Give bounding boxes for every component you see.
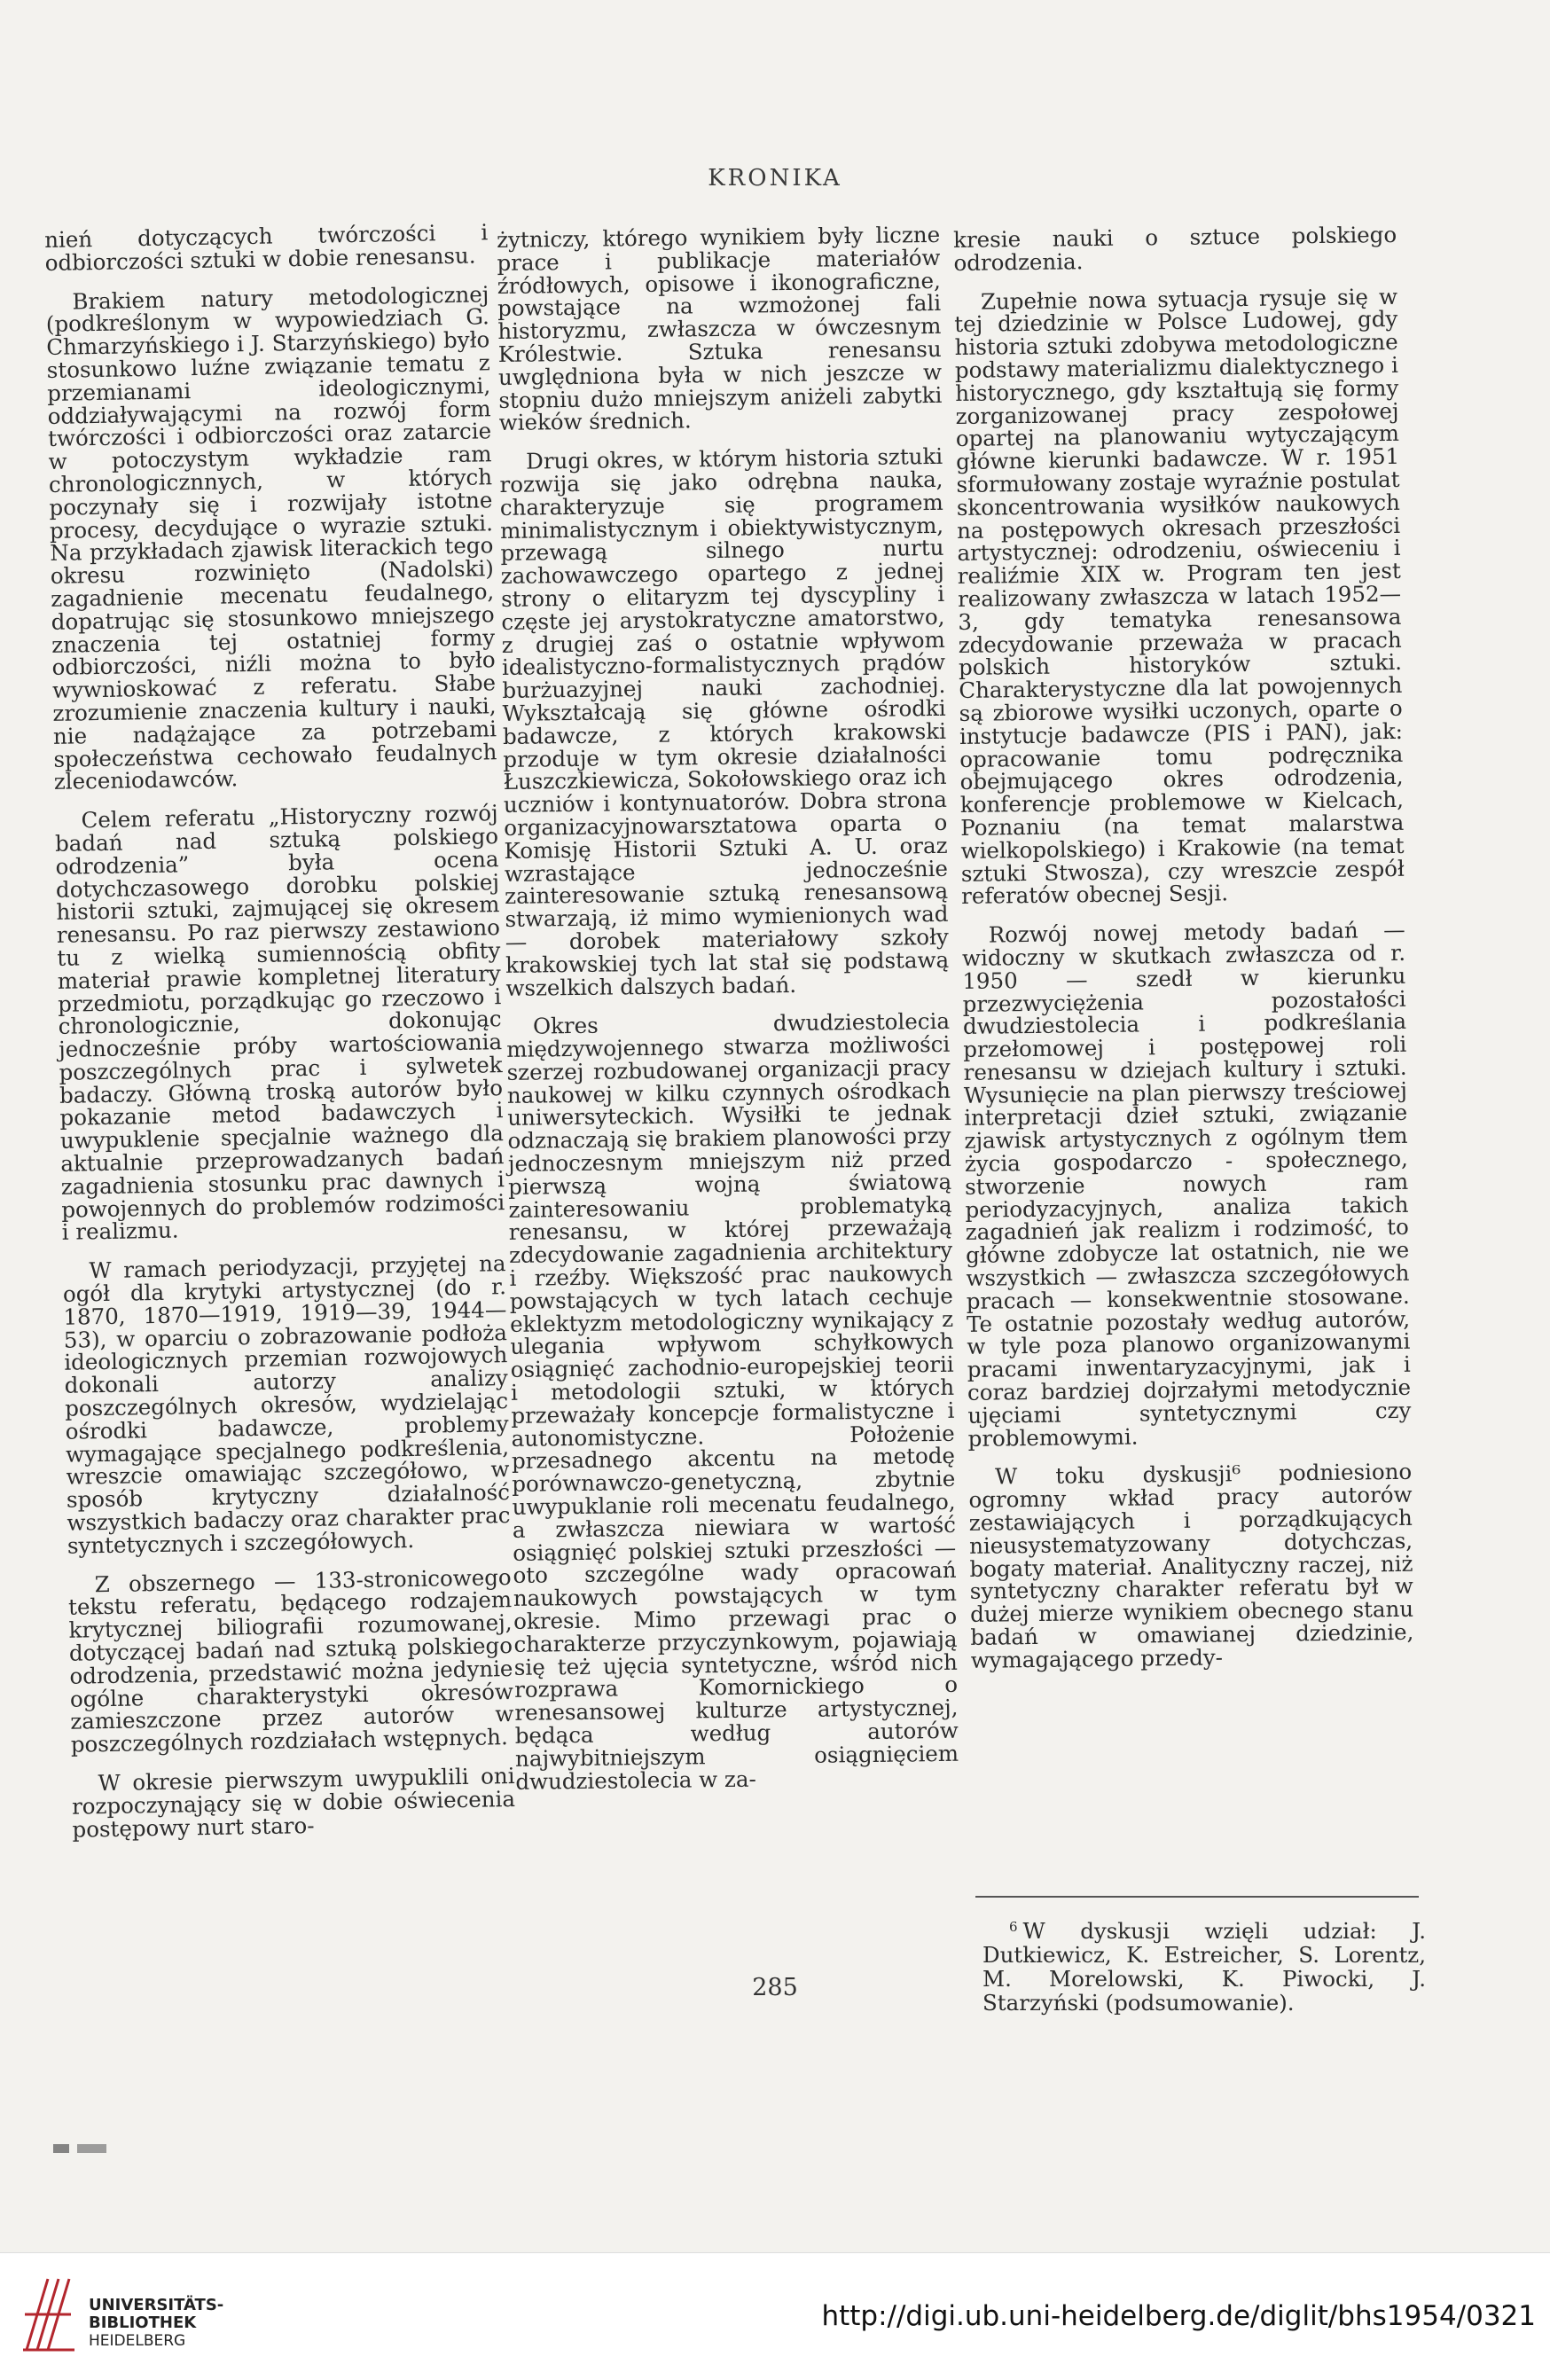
library-name-line-1: UNIVERSITÄTS- bbox=[89, 2296, 224, 2314]
paragraph: nień dotyczących twórczości i odbiorczości sztuki w dobie renesansu. bbox=[43, 219, 489, 276]
paragraph: W toku dyskusji⁶ podniesiono ogromny wkład pracy autorów zestawiających i porządkujących nieusystematyzowany dotychczas, bogaty materiał. Analityczny raczej, niż syntetyczny charakter referatu był w dużej mierze wynikiem obecnego stanu badań w omawianej dziedzinie, wymagającego przedy- bbox=[968, 1459, 1414, 1673]
source-url[interactable]: http://digi.ub.uni-heidelberg.de/diglit/bhs1954/0321 bbox=[821, 2300, 1536, 2332]
footnote-text: W dyskusji wzięli udział: J. Dutkiewicz, K. Estreicher, S. Lorentz, M. Morelowski, K. Piwocki, J. Starzyński (podsumowanie). bbox=[982, 1918, 1426, 2016]
paragraph: żytniczy, którego wynikiem były liczne prace i publikacje materiałów źródłowych, opisowe i ikonograficzne, powstające na wzmożonej fali historyzmu, zwłaszcza w ówczesnym Królestwie. Sztuka renesansu uwględniona była w nich jeszcze w stopniu dużo mniejszym aniżeli zabytki wieków średnich. bbox=[496, 221, 943, 436]
paragraph: W okresie pierwszym uwypuklili oni rozpoczynający się w dobie oświecenia postępowy nurt staro- bbox=[71, 1763, 516, 1843]
footnote-rule bbox=[975, 1896, 1419, 1898]
paragraph: Celem referatu „Historyczny rozwój badań nad sztuką polskiego odrodzenia” była ocena dotychczasowego dorobku polskiej historii sztuki, zajmującej się okresem renesansu. Po raz pierwszy zestawiono tu z wielką sumiennością obfity materiał prawie kompletnej literatury przedmiotu, porządkując go rzeczowo i chronologicznie, dokonując jednocześnie próby wartościowania poszczególnych prac i sylwetek badaczy. Główną troską autorów było pokazanie metod badawczych i uwypuklenie specjalnie ważnego dla aktualnie przeprowadzanych badań zagadnienia stosunku prac dawnych i powojennych do problemów rodzimości i realizmu. bbox=[54, 800, 505, 1246]
paragraph: W ramach periodyzacji, przyjętej na ogół dla krytyki artystycznej (do r. 1870, 1870—1919, 1919—39, 1944—53), w oparciu o zobrazowanie podłoża ideologicznych przemian rozwojowych dokonali autorzy analizy poszczególnych okresów, wydzielając ośrodki badawcze, problemy wymagające specjalnego podkreślenia, wreszcie omawiając szczegółowo, w sposób krytyczny działalność wszystkich badaczy oraz charakter prac syntetycznych i szczegółowych. bbox=[62, 1250, 511, 1559]
library-name-line-3: HEIDELBERG bbox=[89, 2332, 186, 2350]
paragraph: Brakiem natury metodologicznej (podkreślonym w wypowiedziach G. Chmarzyńskiego i J. Starzyńskiego) było stosunkowo luźne związanie tematu z przemianami ideologicznymi, oddziaływającymi na rozwój form twórczości i odbiorczości oraz zatarcie w potoczystym wykładzie ram chronologicznnych, w których poczynały się i rozwijały istotne procesy, decydujące o wyrazie sztuki. Na przykładach zjawisk literackich tego okresu rozwinięto (Nadolski) zagadnienie mecenatu feudalnego, dopatrując się stosunkowo mniejszego znaczenia tej ostatniej formy odbiorczości, niźli można to było wywnioskować z referatu. Słabe zrozumienie znaczenia kultury i nauki, nie nadążające za potrzebami społeczeństwa cechowało feudalnych zleceniodawców. bbox=[45, 280, 497, 795]
text-column-2 bbox=[497, 223, 959, 1809]
page-number: 285 bbox=[752, 1974, 798, 2001]
library-logo-icon bbox=[18, 2261, 82, 2368]
library-name-line-2: BIBLIOTHEK bbox=[89, 2313, 197, 2332]
paragraph: kresie nauki o sztuce polskiego odrodzenia. bbox=[952, 221, 1397, 276]
running-head: KRONIKA bbox=[708, 165, 842, 192]
paragraph: Rozwój nowej metody badań — widoczny w skutkach zwłaszcza od r. 1950 — szedł w kierunku przezwyciężenia pozostałości dwudziestolecia i podkreślania przełomowej i postępowej roli renesansu w dziejach kultury i sztuki. Wysunięcie na plan pierwszy treściowej interpretacji dzieł sztuki, związanie zjawisk artystycznych z ogólnym tłem życia gospodarczo - społecznego, stworzenie nowych ram periodyzacyjnych, analiza takich zagadnień jak realizm i rodzimość, to główne zdobycze lat ostatnich, nie we wszystkich — zwłaszcza szczegółowych pracach — konsekwentnie stosowane. Te ostatnie pozostały według autorów, w tyle poza planowo organizowanymi pracami inwentaryzacyjnymi, jak i coraz bardziej dojrzałymi metodycznie ujęciami syntetycznymi czy problemowymi. bbox=[961, 916, 1412, 1452]
paragraph: Okres dwudziestolecia międzywojennego stwarza możliwości szerzej rozbudowanej organizacji pracy naukowej w kilku czynnych ośrodkach uniwersyteckich. Wysiłki te jednak odznaczają się brakiem planowości przy jednoczesnym mniejszym niż przed pierwszą wojną światową zainteresowaniu problematyką renesansu, w której przeważają zdecydowanie zagadnienia architektury i rzeźby. Większość prac naukowych powstających w tych latach cechuje eklektyzm metodologiczny wynikający z ulegania wpływom schyłkowych osiągnięć zachodnio-europejskiej teorii i metodologii sztuki, w których przeważały koncepcje formalistyczne i autonomistyczne. Położenie przesadnego akcentu na metodę porównawczo-genetyczną, zbytnie uwypuklanie roli mecenatu feudalnego, a zwłaszcza niewiara w wartość osiągnięć polskiej sztuki przeszłości — oto szczególne wady opracowań naukowych powstających w tym okresie. Mimo przewagi prac o charakterze przyczynkowym, pojawiają się też ujęcia syntetyczne, wśród nich rozprawa Komornickiego o renesansowej kulturze artystycznej, będąca według autorów najwybitniejszym osiągnięciem dwudziestolecia w za- bbox=[506, 1008, 959, 1795]
paragraph: Drugi okres, w którym historia sztuki rozwija się jako odrębna nauka, charakteryzuje się programem minimalistycznym i obiektywistycznym, przewagą silnego nurtu zachowawczego opartego z jednej strony o elitaryzm tej dyscypliny i częste jej arystokratyczne amatorstwo, z drugiej zaś o ostatnie wpływom idealistyczno-formalistycznych prądów burżuazyjnej nauki zachodniej. Wykształcają się główne ośrodki badawcze, z których krakowski przoduje w tym okresie działalności Łuszczkiewicza, Sokołowskiego oraz ich uczniów i kontynuatorów. Dobra strona organizacyjnowarsztatowa oparta o Komisję Historii Sztuki A. U. oraz wzrastające jednocześnie zainteresowanie sztuką renesansową stwarzają, iż mimo wymienionych wad — dorobek materiałowy szkoły krakowskiej tych lat stał się podstawą wszelkich dalszych badań. bbox=[499, 443, 950, 1001]
paragraph: Z obszernego — 133-stronicowego tekstu referatu, będącego rodzajem krytycznej biliografii rozumowanej, dotyczącej badań nad sztuką polskiego odrodzenia, przedstawić można jedynie ogólne charakterystyki okresów zamieszczone przez autorów w poszczególnych rozdziałach wstępnych. bbox=[67, 1563, 514, 1758]
scan-artifact bbox=[53, 2144, 106, 2153]
paragraph: Zupełnie nowa sytuacja rysuje się w tej dziedzinie w Polsce Ludowej, gdy historia sztuki zdobywa metodologiczne podstawy materializmu dialektycznego i historycznego, gdy kształtują się formy zorganizowanej pracy zespołowej opartej na planowaniu wytyczającym główne kierunki badawcze. W r. 1951 sformułowany zostaje wyraźnie postulat skoncentrowania wysiłków naukowych na postępowych okresach przeszłości artystycznej: odrodzeniu, oświeceniu i realiźmie XIX w. Program ten jest realizowany zwłaszcza w latach 1952—3, gdy tematyka renesansowa zdecydowanie przeważa w pracach polskich historyków sztuki. Charakterystyczne dla lat powojennych są zbiorowe wysiłki uczonych, oparte o instytucje badawcze (PIS i PAN), jak: opracowanie tomu podręcznika obejmującego okres odrodzenia, konferencje problemowe w Kielcach, Poznaniu (na temat malarstwa wielkopolskiego) i Krakowie (na temat sztuki Stwosza), czy wreszcie zespół referatów obecnej Sesji. bbox=[954, 283, 1405, 910]
footnote-number: 6 bbox=[1009, 1919, 1018, 1935]
library-name bbox=[89, 2297, 223, 2350]
text-column-1 bbox=[44, 221, 516, 1857]
text-column-3 bbox=[953, 223, 1414, 1688]
